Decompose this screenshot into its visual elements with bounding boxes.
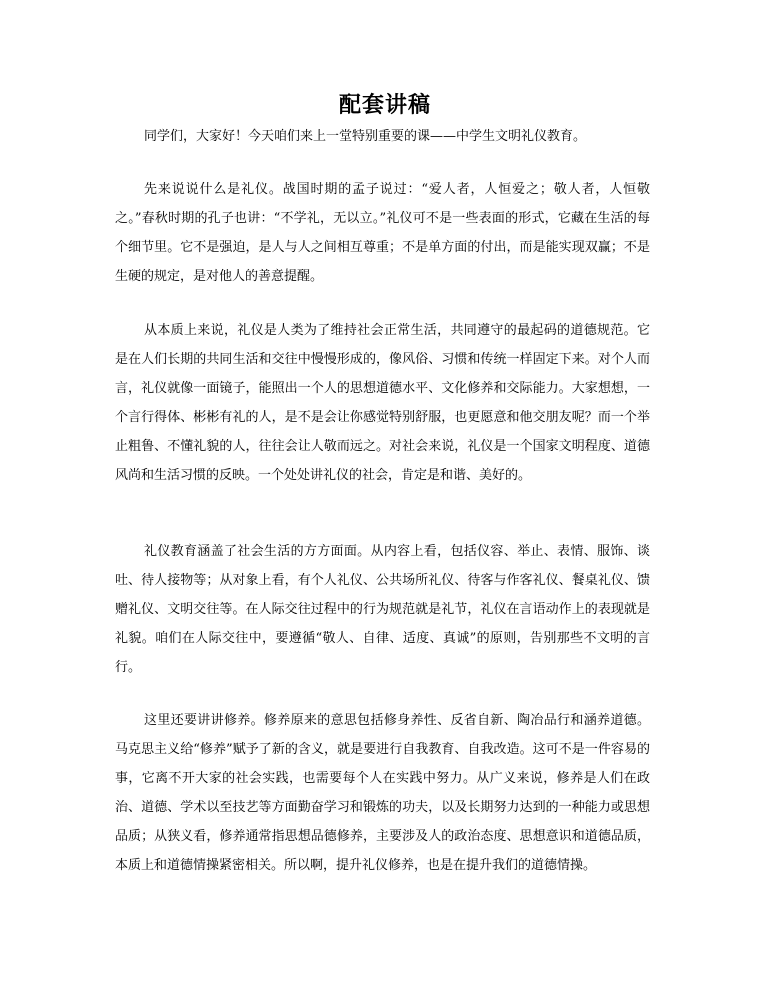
paragraph-what-is-etiquette: 先来说说什么是礼仪。战国时期的孟子说过：“爱人者，人恒爱之；敬人者，人恒敬之。”春秋时期的孔子也讲：“不学礼，无以立。”礼仪可不是一些表面的形式，它藏在生活的每个细节里。它不是强迫，是人与人之间相互尊重；不是单方面的付出，而是能实现双赢；不是生硬的规定，是对他人的善意提醒。 bbox=[115, 182, 650, 284]
paragraph-cultivation: 这里还要讲讲修养。修养原来的意思包括修身养性、反省自新、陶冶品行和涵养道德。马克思主义给“修养”赋予了新的含义，就是要进行自我教育、自我改造。这可不是一件容易的事，它离不开大家的社会实践，也需要每个人在实践中努力。从广义来说，修养是人们在政治、道德、学术以至技艺等方面勤奋学习和锻炼的功夫，以及长期努力达到的一种能力或思想品质；从狭义看，修养通常指思想品德修养，主要涉及人的政治态度、思想意识和道德品质，本质上和道德情操紧密相关。所以啊，提升礼仪修养，也是在提升我们的道德情操。 bbox=[115, 713, 650, 873]
paragraph-essence-of-etiquette: 从本质上来说，礼仪是人类为了维持社会正常生活，共同遵守的最起码的道德规范。它是在人们长期的共同生活和交往中慢慢形成的，像风俗、习惯和传统一样固定下来。对个人而言，礼仪就像一面镜子，能照出一个人的思想道德水平、文化修养和交际能力。大家想想，一个言行得体、彬彬有礼的人，是不是会让你感觉特别舒服，也更愿意和他交朋友呢？而一个举止粗鲁、不懂礼貌的人，往往会让人敬而远之。对社会来说，礼仪是一个国家文明程度、道德风尚和生活习惯的反映。一个处处讲礼仪的社会，肯定是和谐、美好的。 bbox=[115, 323, 650, 483]
paragraph-etiquette-education-scope: 礼仪教育涵盖了社会生活的方方面面。从内容上看，包括仪容、举止、表情、服饰、谈吐、待人接物等；从对象上看，有个人礼仪、公共场所礼仪、待客与作客礼仪、餐桌礼仪、馈赠礼仪、文明交往等。在人际交往过程中的行为规范就是礼节，礼仪在言语动作上的表现就是礼貌。咱们在人际交往中，要遵循“敬人、自律、适度、真诚”的原则，告别那些不文明的言行。 bbox=[115, 544, 650, 675]
greeting-line: 同学们，大家好！今天咱们来上一堂特别重要的课——中学生文明礼仪教育。 bbox=[144, 129, 587, 144]
document-title: 配套讲稿 bbox=[338, 92, 431, 118]
